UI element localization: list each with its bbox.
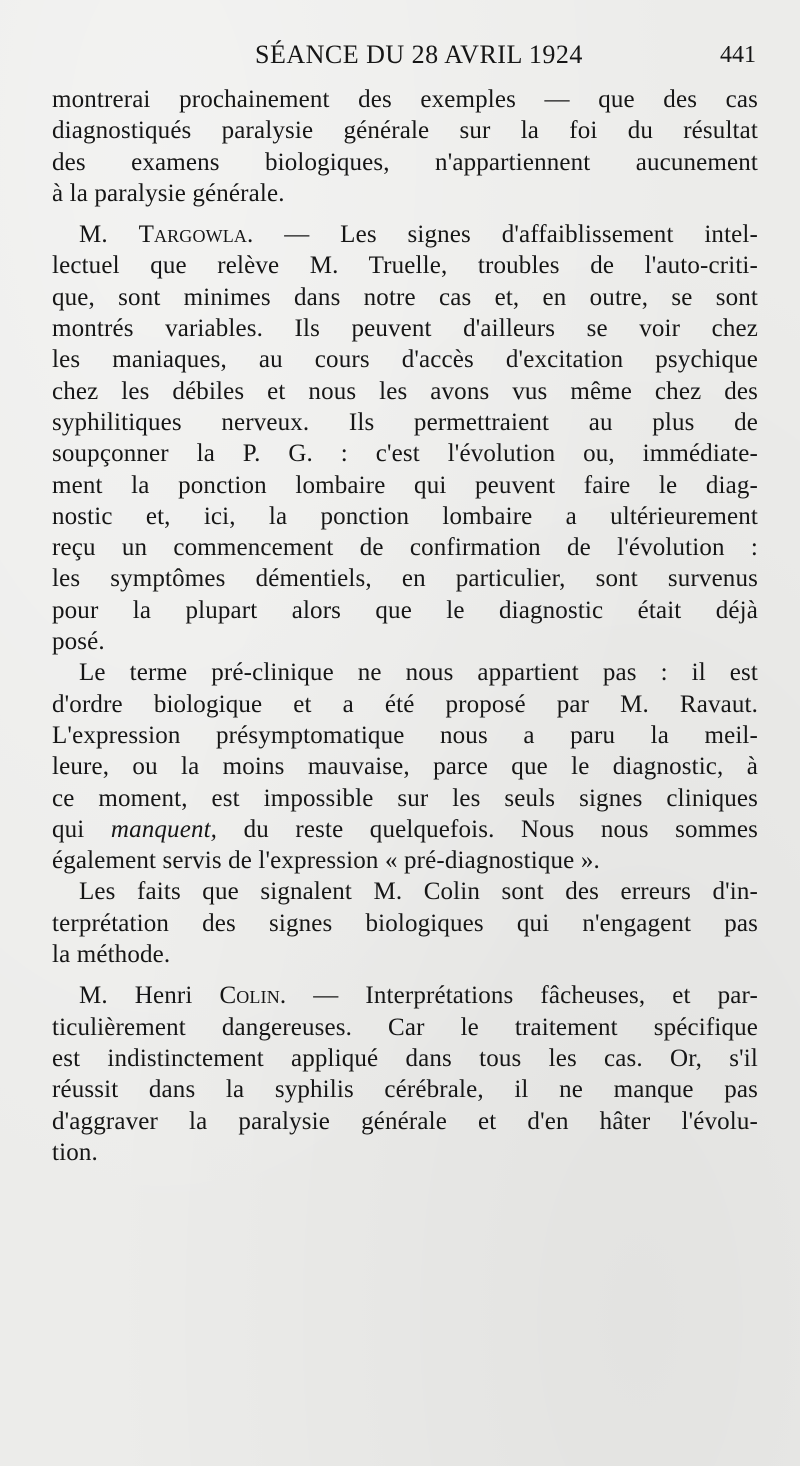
- text-line: des examens biologiques, n'appartiennent aucunement: [52, 148, 758, 176]
- text-line: chez les débiles et nous les avons vus même chez des: [52, 377, 758, 405]
- text-line: pour la plupart alors que le diagnostic était déjà: [52, 596, 758, 624]
- speaker-name: Targowla: [138, 221, 248, 249]
- text-fragment: qui: [52, 815, 111, 843]
- text-line: ment la ponction lombaire qui peuvent faire le diag-: [52, 471, 758, 499]
- text-line: ticulièrement dangereuses. Car le traitement spécifique: [52, 1013, 758, 1041]
- text-line: lectuel que relève M. Truelle, troubles de l'auto-criti-: [52, 252, 758, 280]
- text-line: leure, ou la moins mauvaise, parce que le diagnostic, à: [52, 753, 758, 781]
- speaker-line: [52, 980, 758, 1011]
- paragraph-targowla: [52, 219, 758, 657]
- body-text: [52, 84, 758, 1168]
- text-line: également servis de l'expression « pré-diagnostique ».: [52, 847, 600, 875]
- text-line: syphilitiques nerveux. Ils permettraient au plus de: [52, 408, 758, 436]
- text-line: ce moment, est impossible sur les seuls signes cliniques: [52, 784, 758, 812]
- text-line: est indistinctement appliqué dans tous les cas. Or, s'il: [52, 1044, 758, 1072]
- text-line: terprétation des signes biologiques qui n'engagent pas: [52, 909, 758, 937]
- paragraph-pre-clinique: [52, 657, 758, 876]
- paragraph-colin-reply: [52, 876, 758, 970]
- text-line: diagnostiqués paralysie générale sur la foi du résultat: [52, 117, 758, 145]
- text-line: soupçonner la P. G. : c'est l'évolution ou, immédiate-: [52, 440, 758, 468]
- text-line: reçu un commencement de confirmation de l'évolution :: [52, 534, 758, 562]
- text-line: tion.: [52, 1138, 98, 1166]
- speaker-line: [52, 219, 758, 250]
- speaker-line-rest: . — Interprétations fâcheuses, et par-: [279, 982, 758, 1010]
- speaker-name: Colin: [219, 982, 280, 1010]
- page-number: 441: [720, 42, 756, 68]
- running-head: [0, 40, 800, 74]
- text-line: Le terme pré-clinique ne nous appartient pas : il est: [79, 659, 758, 687]
- text-line: d'ordre biologique et a été proposé par M. Ravaut.: [52, 690, 758, 718]
- text-line: que, sont minimes dans notre cas et, en outre, se sont: [52, 283, 758, 311]
- paragraph-henri-colin: [52, 980, 758, 1168]
- paragraph-continuation: [52, 84, 758, 209]
- text-line: nostic et, ici, la ponction lombaire a ultérieurement: [52, 502, 758, 530]
- text-line: réussit dans la syphilis cérébrale, il ne manque pas: [52, 1076, 758, 1104]
- text-line: montrerai prochainement des exemples — que des cas: [52, 86, 758, 113]
- text-line-italic: [52, 814, 758, 845]
- text-line: Les faits que signalent M. Colin sont des erreurs d'in-: [79, 878, 758, 906]
- text-line: L'expression présymptomatique nous a paru la meil-: [52, 721, 758, 749]
- text-line: les symptômes démentiels, en particulier, sont survenus: [52, 565, 758, 593]
- text-line: les maniaques, au cours d'accès d'excitation psychique: [52, 346, 758, 374]
- italic-word: manquent,: [110, 815, 218, 843]
- text-line: posé.: [52, 628, 105, 656]
- speaker-prefix: M.: [79, 221, 139, 249]
- running-title: SÉANCE DU 28 AVRIL 1924: [255, 40, 583, 69]
- text-line: à la paralysie générale.: [52, 179, 285, 207]
- speaker-prefix: M. Henri: [79, 982, 220, 1010]
- text-line: d'aggraver la paralysie générale et d'en hâter l'évolu-: [52, 1107, 758, 1135]
- text-fragment: du reste quelquefois. Nous nous sommes: [217, 815, 759, 843]
- text-line: montrés variables. Ils peuvent d'ailleurs se voir chez: [52, 315, 758, 343]
- text-line: la méthode.: [52, 941, 171, 969]
- speaker-line-rest: . — Les signes d'affaiblissement intel-: [247, 221, 758, 249]
